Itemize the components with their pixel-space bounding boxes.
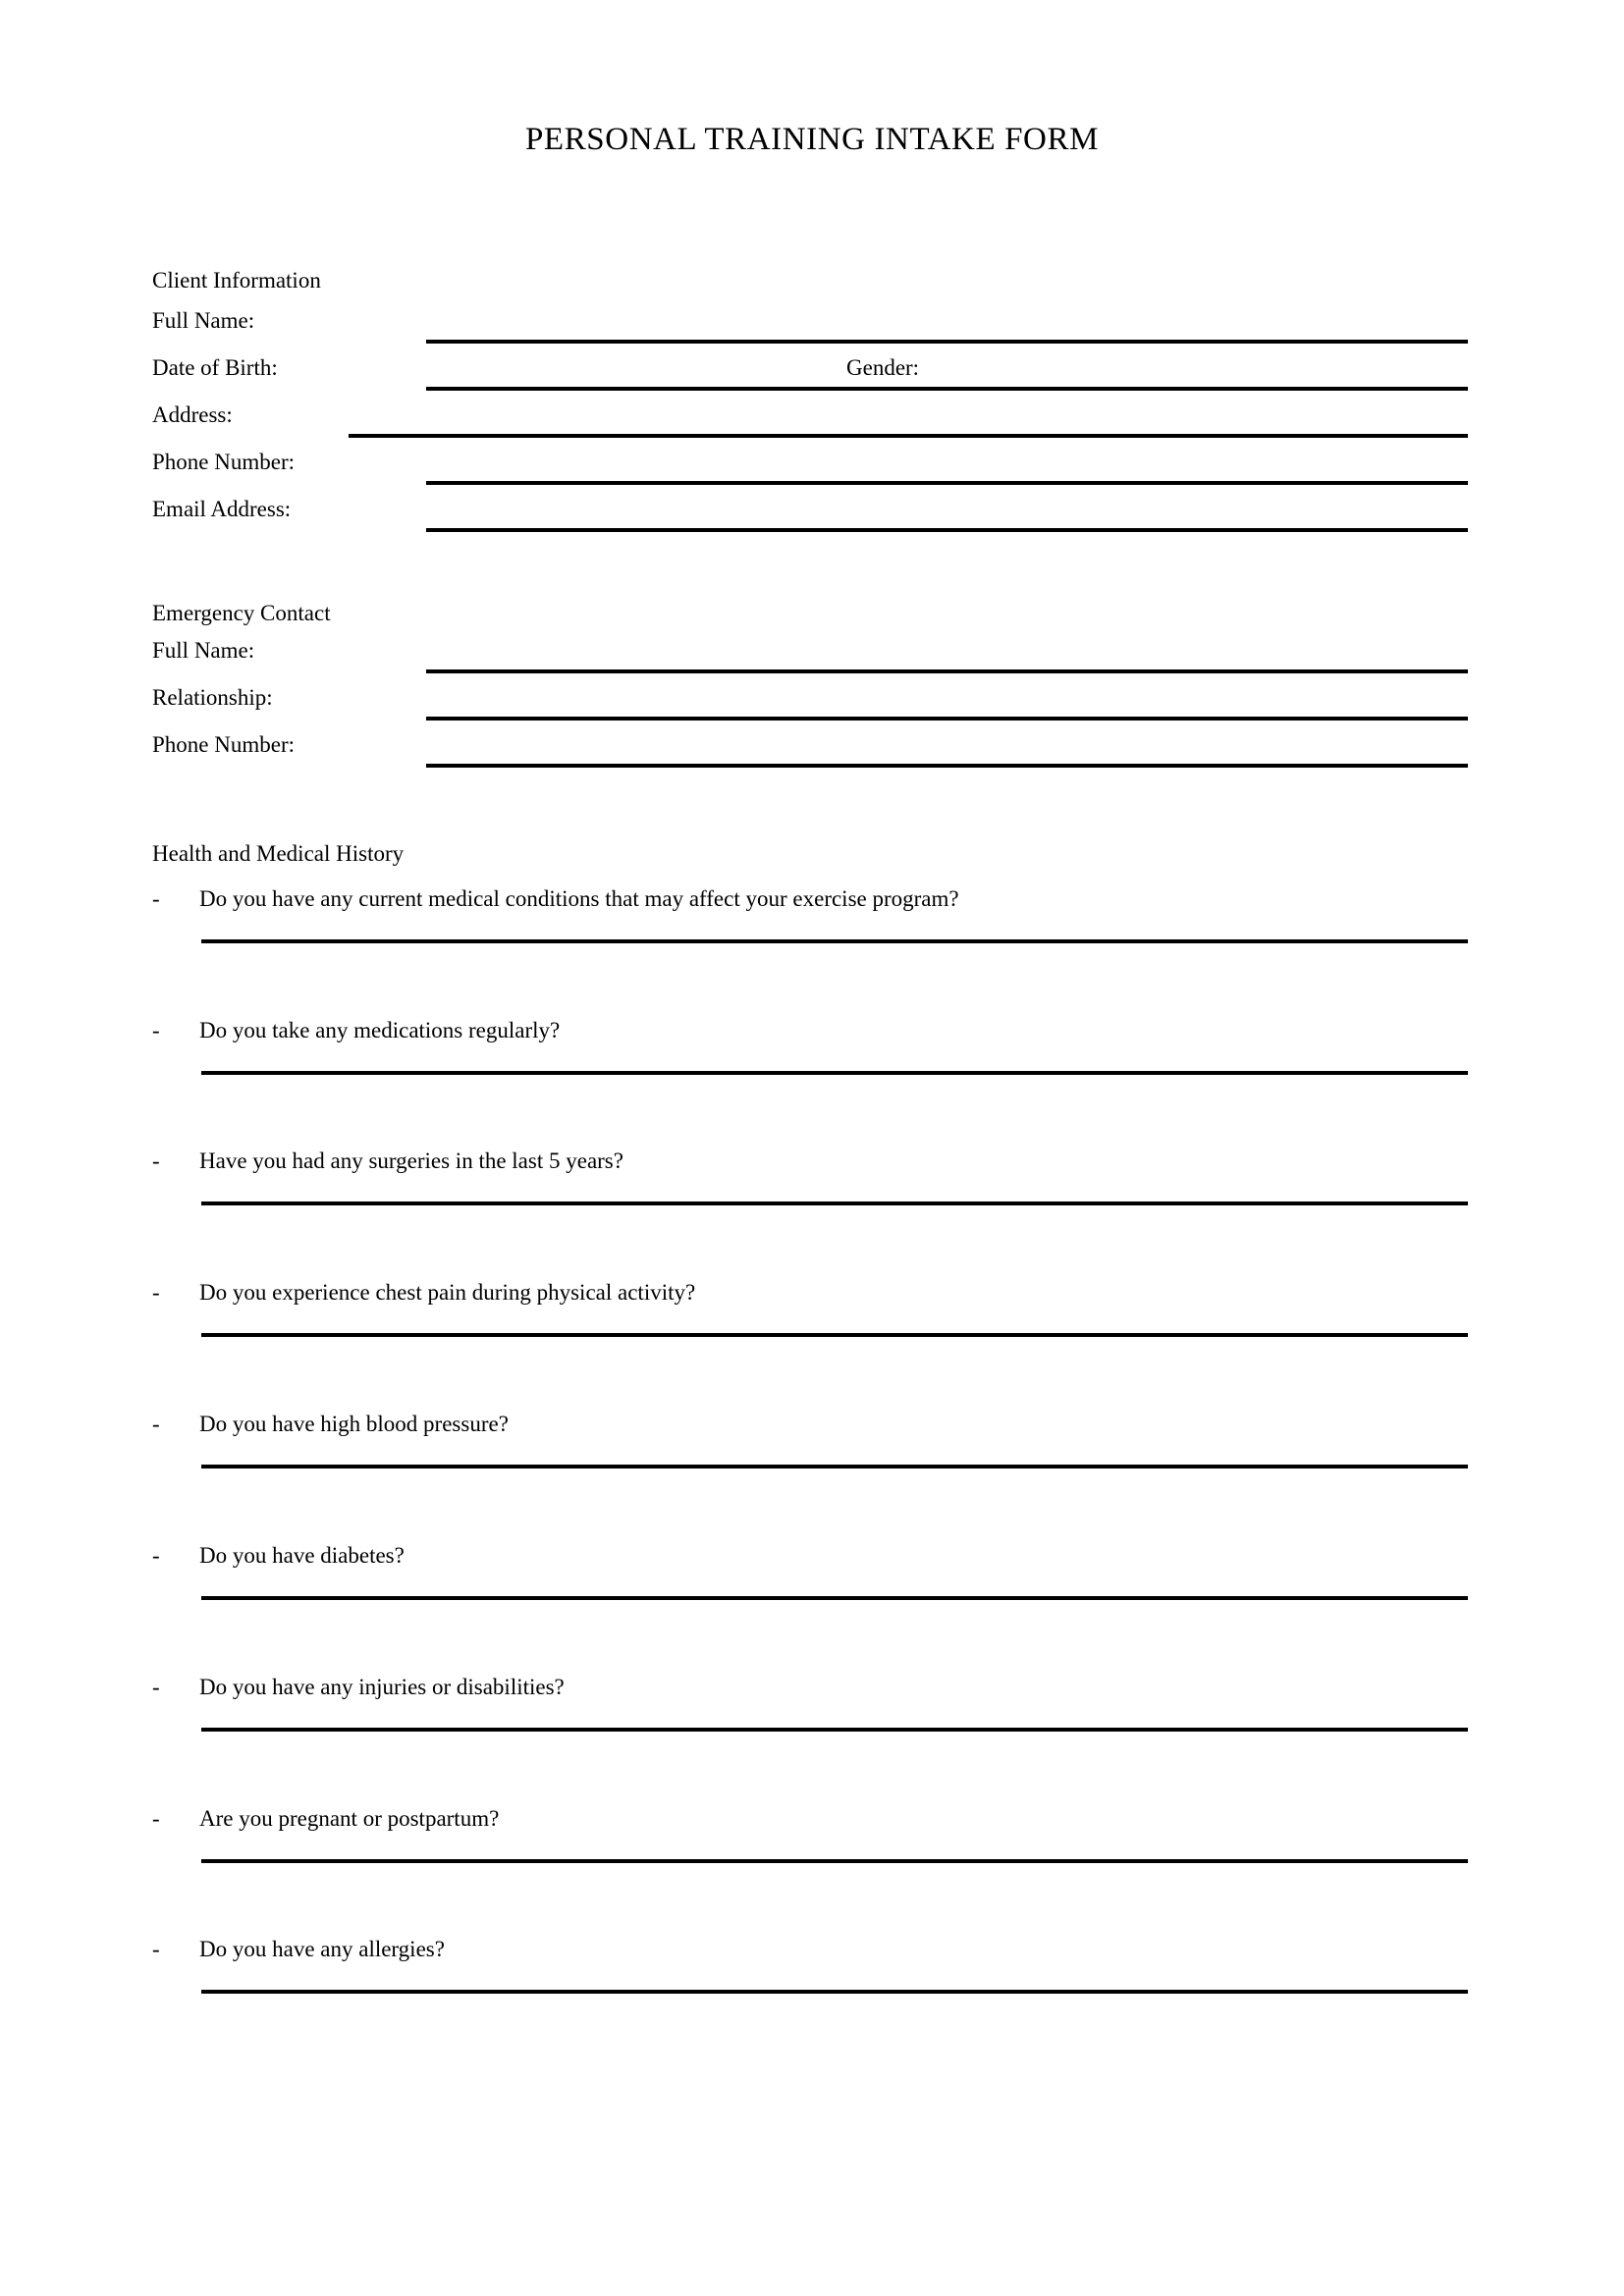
field-label-email-address: Email Address: [152, 497, 292, 521]
question-block [0, 1278, 1624, 1366]
field-row-emergency-full-name [0, 636, 1624, 683]
field-label-phone-number: Phone Number: [152, 450, 296, 474]
question-text: Do you have any injuries or disabilities? [199, 1675, 565, 1699]
question-block [0, 1935, 1624, 2023]
question-block [0, 1016, 1624, 1104]
question-block [0, 1410, 1624, 1498]
field-input-emergency-full-name[interactable] [426, 669, 1468, 673]
field-label-gender: Gender: [846, 355, 920, 380]
field-row-emergency-relationship [0, 683, 1624, 730]
bullet-icon: - [152, 1937, 160, 1961]
field-row-address [0, 400, 1624, 448]
question-text: Do you have any allergies? [199, 1937, 445, 1961]
answer-input[interactable] [201, 1990, 1468, 1994]
field-input-emergency-relationship[interactable] [426, 717, 1468, 721]
bullet-icon: - [152, 886, 160, 911]
field-input-full-name[interactable] [426, 340, 1468, 344]
field-row-full-name [0, 306, 1624, 353]
bullet-icon: - [152, 1018, 160, 1042]
answer-input[interactable] [201, 1728, 1468, 1732]
question-text: Do you have high blood pressure? [199, 1412, 509, 1436]
field-row-phone-number [0, 448, 1624, 495]
section-heading-health-and-medical-history: Health and Medical History [152, 841, 405, 866]
question-text: Do you have diabetes? [199, 1543, 405, 1568]
answer-input[interactable] [201, 1201, 1468, 1205]
question-block [0, 1804, 1624, 1893]
question-text: Are you pregnant or postpartum? [199, 1806, 500, 1831]
answer-input[interactable] [201, 1859, 1468, 1863]
field-label-emergency-phone-number: Phone Number: [152, 732, 296, 757]
field-label-emergency-relationship: Relationship: [152, 685, 273, 710]
page-title: PERSONAL TRAINING INTAKE FORM [524, 122, 1100, 157]
bullet-icon: - [152, 1148, 160, 1173]
bullet-icon: - [152, 1675, 160, 1699]
bullet-icon: - [152, 1280, 160, 1305]
field-input-date-of-birth[interactable] [426, 387, 1468, 391]
field-input-email-address[interactable] [426, 528, 1468, 532]
field-input-emergency-phone-number[interactable] [426, 764, 1468, 768]
question-text: Have you had any surgeries in the last 5 years? [199, 1148, 623, 1173]
field-row-emergency-phone-number [0, 730, 1624, 777]
section-heading-emergency-contact: Emergency Contact [152, 601, 331, 625]
question-text: Do you take any medications regularly? [199, 1018, 561, 1042]
question-text: Do you have any current medical conditions that may affect your exercise program? [199, 886, 959, 911]
field-label-address: Address: [152, 402, 233, 427]
field-row-date-of-birth [0, 353, 1624, 400]
bullet-icon: - [152, 1412, 160, 1436]
question-block [0, 1541, 1624, 1629]
answer-input[interactable] [201, 939, 1468, 943]
answer-input[interactable] [201, 1071, 1468, 1075]
answer-input[interactable] [201, 1333, 1468, 1337]
field-input-address[interactable] [349, 434, 1468, 438]
answer-input[interactable] [201, 1596, 1468, 1600]
question-text: Do you experience chest pain during physical activity? [199, 1280, 696, 1305]
bullet-icon: - [152, 1806, 160, 1831]
field-label-full-name: Full Name: [152, 308, 255, 333]
bullet-icon: - [152, 1543, 160, 1568]
field-label-emergency-full-name: Full Name: [152, 638, 255, 663]
question-block [0, 1673, 1624, 1761]
answer-input[interactable] [201, 1465, 1468, 1468]
field-label-date-of-birth: Date of Birth: [152, 355, 278, 380]
question-block [0, 1147, 1624, 1235]
section-heading-client-information: Client Information [152, 268, 321, 293]
field-row-email-address [0, 495, 1624, 542]
question-block [0, 884, 1624, 973]
field-input-phone-number[interactable] [426, 481, 1468, 485]
